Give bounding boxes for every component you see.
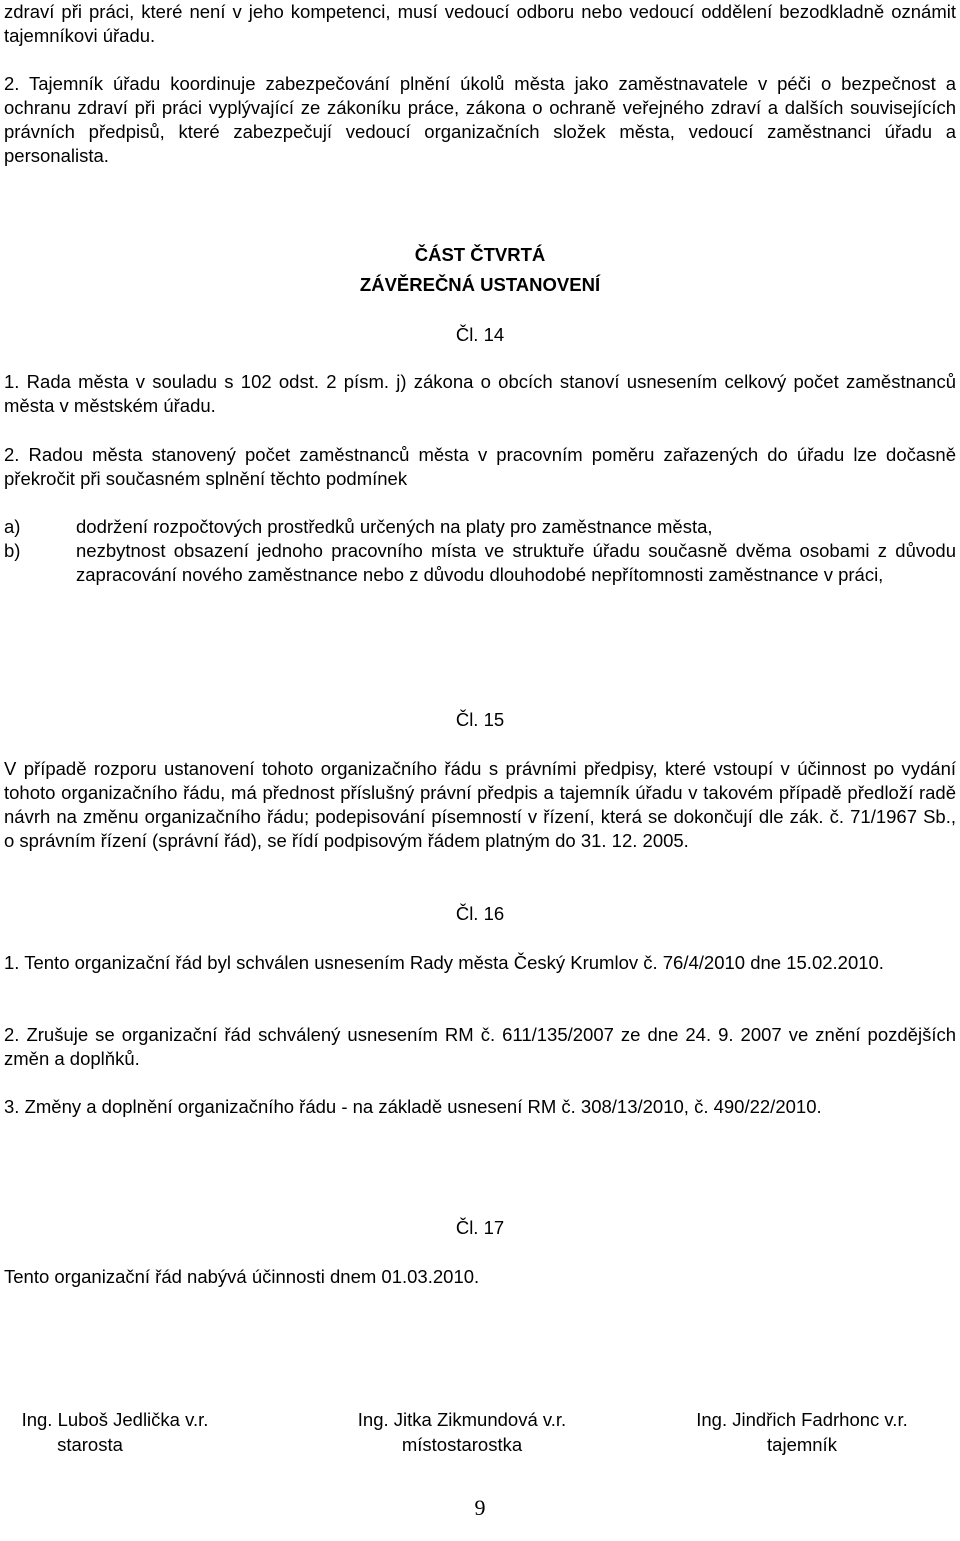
signature-role: místostarostka [401, 1434, 523, 1455]
article-17-text: Tento organizační řád nabývá účinnosti dnem 01.03.2010. [4, 1266, 480, 1287]
list-item-marker: b) [4, 540, 21, 561]
page-number: 9 [474, 1495, 486, 1520]
article-15-text: V případě rozporu ustanovení tohoto organizačního řádu s právními předpisy, které vstoupí v účinnost po vydání tohoto organizačního řádu, má přednost příslušný právní předpis a tajemník úřadu v takovém případě předloží radě návrh na změnu organizačního řádu; podepisování písemností v řízení, která se dokončují dle zák. č. 71/1967 Sb., o správním řízení (správní řád), se řídí podpisovým řádem platným do 31. 12. 2005. [4, 758, 956, 851]
article-16-heading: Čl. 16 [455, 903, 505, 924]
intro-paragraph-2: 2. Tajemník úřadu koordinuje zabezpečování plnění úkolů města jako zaměstnavatele v péči o bezpečnost a ochranu zdraví při práci vyplývající ze zákoníku práce, zákona o ochraně veřejného zdraví a dalších souvisejících právních předpisů, které zabezpečují vedoucí organizačních složek města, vedoucí zaměstnanci úřadu a personalista. [4, 73, 956, 166]
article-14-heading: Čl. 14 [455, 324, 505, 345]
signature-name: Ing. Jitka Zikmundová v.r. [357, 1409, 567, 1430]
article-16-paragraph-3: 3. Změny a doplnění organizačního řádu - na základě usnesení RM č. 308/13/2010, č. 490/22/2010. [4, 1096, 822, 1117]
article-14-paragraph-2: 2. Radou města stanovený počet zaměstnanců města v pracovním poměru zařazených do úřadu lze dočasně překročit při současném splnění těchto podmínek [4, 444, 956, 489]
signature-name: Ing. Luboš Jedlička v.r. [21, 1409, 209, 1430]
article-16-paragraph-2: 2. Zrušuje se organizační řád schválený usnesením RM č. 611/135/2007 ze dne 24. 9. 2007 ve znění pozdějších změn a doplňků. [4, 1024, 956, 1069]
list-item-text: dodržení rozpočtových prostředků určených na platy pro zaměstnance města, [76, 516, 713, 537]
signature-role: tajemník [767, 1434, 837, 1455]
list-item-text: nezbytnost obsazení jednoho pracovního místa ve struktuře úřadu současně dvěma osobami z důvodu zapracování nového zaměstnance nebo z důvodu dlouhodobé nepřítomnosti zaměstnance v práci, [76, 540, 956, 585]
article-14-paragraph-1: 1. Rada města v souladu s 102 odst. 2 písm. j) zákona o obcích stanoví usnesením celkový počet zaměstnanců města v městském úřadu. [4, 371, 956, 416]
list-item-marker: a) [4, 516, 21, 537]
article-17-heading: Čl. 17 [455, 1217, 505, 1238]
signature-name: Ing. Jindřich Fadrhonc v.r. [696, 1409, 908, 1430]
article-16-paragraph-1: 1. Tento organizační řád byl schválen usnesením Rady města Český Krumlov č. 76/4/2010 dne 15.02.2010. [4, 952, 884, 973]
part-subtitle: ZÁVĚREČNÁ USTANOVENÍ [359, 274, 601, 295]
intro-paragraph-tail: zdraví při práci, které není v jeho kompetenci, musí vedoucí odboru nebo vedoucí oddělení bezodkladně oznámit tajemníkovi úřadu. [4, 1, 956, 46]
part-title: ČÁST ČTVRTÁ [414, 244, 546, 265]
article-15-heading: Čl. 15 [455, 709, 505, 730]
signature-role: starosta [57, 1434, 123, 1455]
